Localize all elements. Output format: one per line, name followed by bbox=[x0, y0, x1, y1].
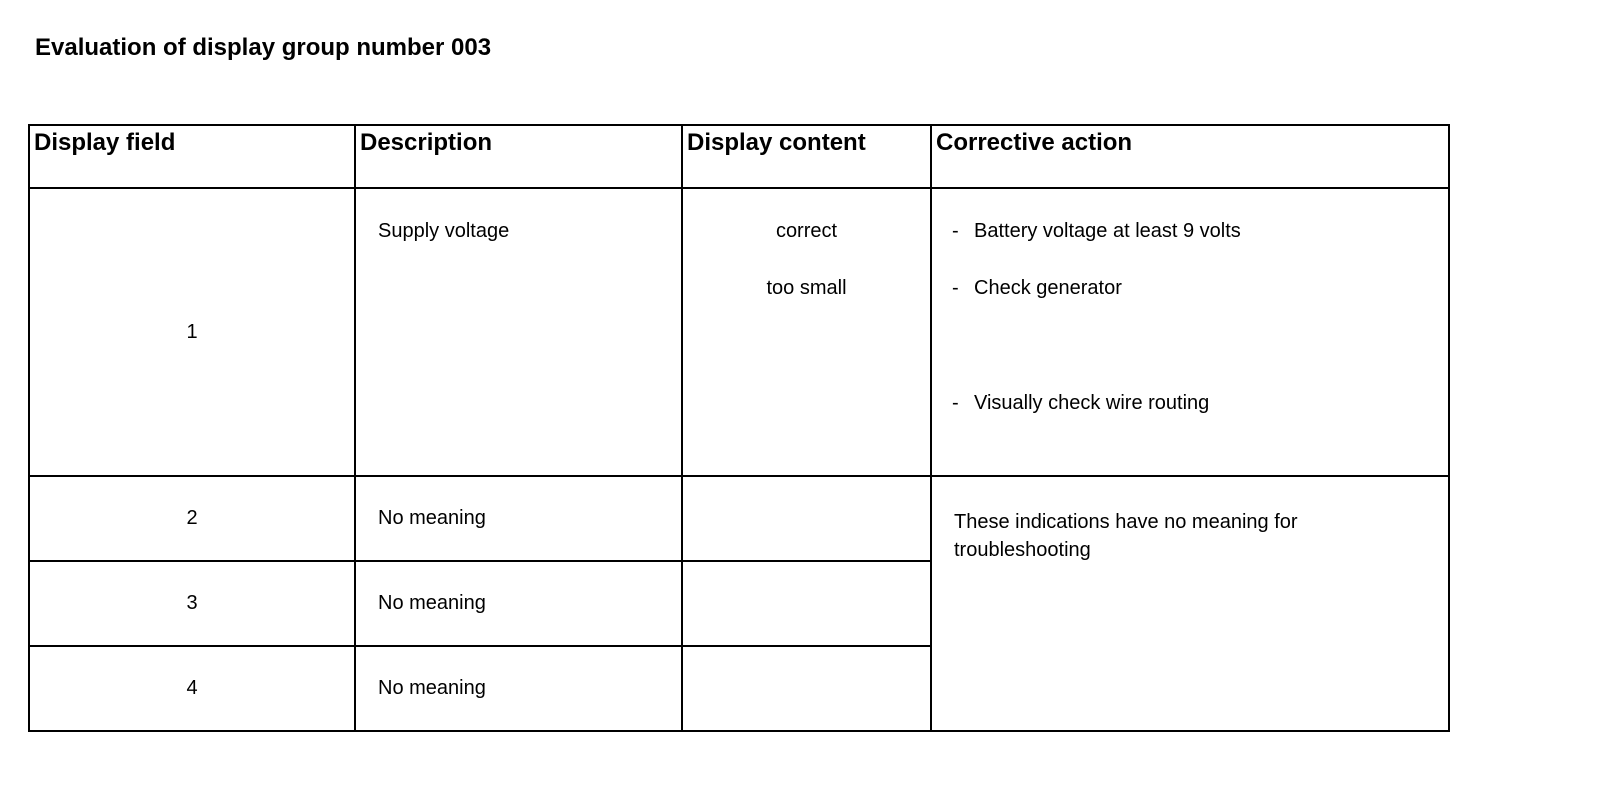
action-text: Visually check wire routing bbox=[974, 392, 1210, 414]
display-content-value: too small bbox=[766, 277, 847, 299]
action-text: Check generator bbox=[974, 277, 1122, 299]
display-field-number: 3 bbox=[186, 592, 198, 614]
display-field-cell bbox=[29, 188, 355, 476]
display-field-cell bbox=[29, 646, 355, 731]
corrective-action-cell bbox=[931, 188, 1449, 476]
description-cell: Supply voltage bbox=[355, 188, 682, 476]
display-content-value: correct bbox=[775, 220, 838, 242]
table-row bbox=[29, 188, 1449, 476]
display-field-cell bbox=[29, 561, 355, 646]
description-cell: No meaning bbox=[355, 561, 682, 646]
display-field-number: 1 bbox=[186, 320, 198, 343]
action-list-item bbox=[952, 220, 1241, 243]
dash-bullet: - bbox=[952, 277, 959, 299]
description-cell: No meaning bbox=[355, 476, 682, 561]
header-corrective-action: Corrective action bbox=[931, 125, 1449, 188]
description-cell: No meaning bbox=[355, 646, 682, 731]
table-row bbox=[29, 476, 1449, 561]
action-text: Battery voltage at least 9 volts bbox=[974, 220, 1241, 242]
header-display-content: Display content bbox=[682, 125, 931, 188]
action-list-item bbox=[952, 392, 1209, 415]
header-description: Description bbox=[355, 125, 682, 188]
page-title: Evaluation of display group number 003 bbox=[35, 34, 492, 61]
display-content-cell bbox=[682, 561, 931, 646]
table-header-row bbox=[29, 125, 1449, 188]
corrective-action-note: These indications have no meaning for troubleshooting bbox=[931, 476, 1449, 731]
header-display-field: Display field bbox=[29, 125, 355, 188]
display-content-cell bbox=[682, 476, 931, 561]
display-content-cell bbox=[682, 188, 931, 476]
display-field-number: 2 bbox=[186, 507, 198, 529]
dash-bullet: - bbox=[952, 220, 959, 242]
display-field-number: 4 bbox=[186, 677, 198, 699]
dash-bullet: - bbox=[952, 392, 959, 414]
action-list-item bbox=[952, 277, 1122, 300]
display-content-cell bbox=[682, 646, 931, 731]
display-group-table bbox=[28, 124, 1450, 732]
display-field-cell bbox=[29, 476, 355, 561]
